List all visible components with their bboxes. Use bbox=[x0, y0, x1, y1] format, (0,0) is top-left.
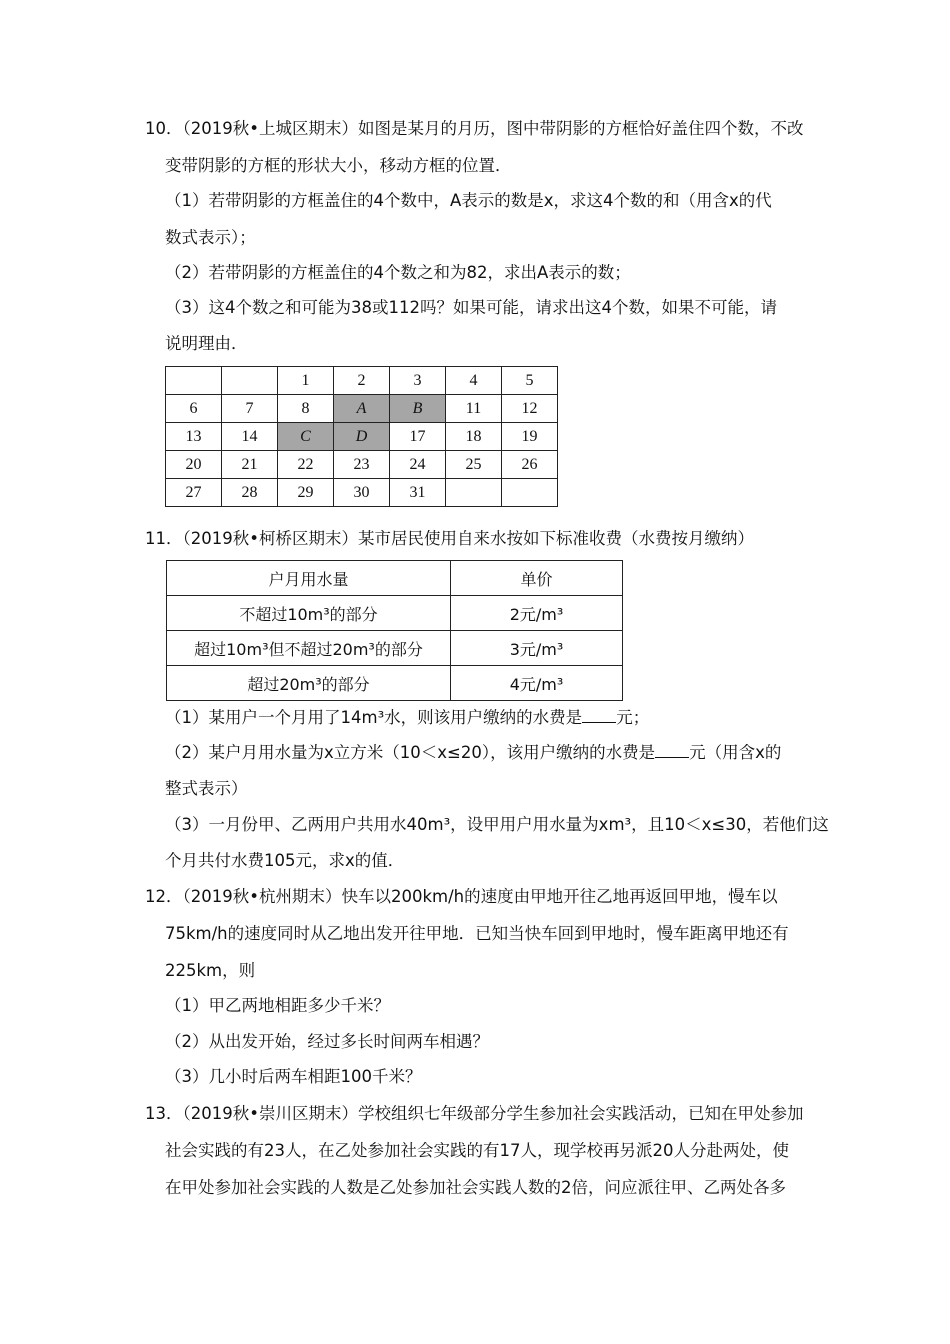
calendar-cell: 13 bbox=[166, 423, 222, 451]
q12-line-3: 225km，则 bbox=[165, 961, 256, 980]
water-table-cell: 2元/m³ bbox=[451, 596, 623, 631]
calendar-cell bbox=[166, 367, 222, 395]
calendar-cell bbox=[446, 479, 502, 507]
calendar-cell: 1 bbox=[278, 367, 334, 395]
q12-line-1: 12．（2019秋•杭州期末）快车以200km/h的速度由甲地开往乙地再返回甲地，慢车以 bbox=[145, 887, 778, 906]
calendar-cell-shaded-c: C bbox=[278, 423, 334, 451]
calendar-cell: 22 bbox=[278, 451, 334, 479]
q10-line-2: 变带阴影的方框的形状大小，移动方框的位置． bbox=[165, 156, 512, 175]
calendar-cell: 23 bbox=[334, 451, 390, 479]
calendar-cell: 28 bbox=[222, 479, 278, 507]
q12-line-2: 75km/h的速度同时从乙地出发开往甲地．已知当快车回到甲地时，慢车距离甲地还有 bbox=[165, 924, 789, 943]
q11-part-3: （3）一月份甲、乙两用户共用水40m³，设甲用户用水量为xm³，且10＜x≤30，若他们这 bbox=[165, 815, 829, 834]
water-table-cell: 超过10m³但不超过20m³的部分 bbox=[167, 631, 451, 666]
calendar-table bbox=[165, 366, 558, 507]
calendar-cell: 3 bbox=[390, 367, 446, 395]
q11-part-2 bbox=[165, 742, 781, 764]
calendar-cell: 31 bbox=[390, 479, 446, 507]
calendar-cell: 21 bbox=[222, 451, 278, 479]
calendar-cell-shaded-a: A bbox=[334, 395, 390, 423]
q11-part-1-text: （1）某用户一个月用了14m³水，则该用户缴纳的水费是 bbox=[165, 708, 583, 727]
q10-line-5: （2）若带阴影的方框盖住的4个数之和为82，求出A表示的数； bbox=[165, 263, 631, 282]
calendar-cell: 2 bbox=[334, 367, 390, 395]
calendar-cell: 25 bbox=[446, 451, 502, 479]
calendar-cell-shaded-b: B bbox=[390, 395, 446, 423]
q11-part-2-tail: 元（用含x的 bbox=[689, 743, 782, 762]
calendar-cell: 30 bbox=[334, 479, 390, 507]
water-price-table bbox=[166, 560, 623, 701]
calendar-cell: 20 bbox=[166, 451, 222, 479]
q13-line-3: 在甲处参加社会实践的人数是乙处参加社会实践人数的2倍，问应派往甲、乙两处各多 bbox=[165, 1178, 786, 1197]
calendar-cell: 26 bbox=[502, 451, 558, 479]
answer-blank bbox=[582, 708, 616, 723]
water-table-header-usage: 户月用水量 bbox=[167, 561, 451, 596]
q11-part-3-cont: 个月共付水费105元，求x的值． bbox=[165, 851, 405, 870]
water-table-header-price: 单价 bbox=[451, 561, 623, 596]
q12-line-4: （1）甲乙两地相距多少千米？ bbox=[165, 996, 390, 1015]
q12-line-5: （2）从出发开始，经过多长时间两车相遇？ bbox=[165, 1032, 489, 1051]
calendar-cell: 12 bbox=[502, 395, 558, 423]
q12-line-6: （3）几小时后两车相距100千米？ bbox=[165, 1067, 422, 1086]
q11-part-1-tail: 元； bbox=[616, 708, 650, 727]
calendar-cell: 29 bbox=[278, 479, 334, 507]
calendar-cell: 27 bbox=[166, 479, 222, 507]
answer-blank bbox=[655, 743, 689, 758]
calendar-cell: 4 bbox=[446, 367, 502, 395]
q10-line-3: （1）若带阴影的方框盖住的4个数中，A表示的数是x，求这4个数的和（用含x的代 bbox=[165, 191, 772, 210]
calendar-cell: 5 bbox=[502, 367, 558, 395]
calendar-cell: 24 bbox=[390, 451, 446, 479]
water-table-cell: 4元/m³ bbox=[451, 666, 623, 701]
calendar-cell: 7 bbox=[222, 395, 278, 423]
q11-part-1 bbox=[165, 707, 649, 729]
calendar-cell: 6 bbox=[166, 395, 222, 423]
q10-line-1: 10．（2019秋•上城区期末）如图是某月的月历，图中带阴影的方框恰好盖住四个数，不改 bbox=[145, 119, 804, 138]
calendar-cell: 17 bbox=[390, 423, 446, 451]
water-table-cell: 不超过10m³的部分 bbox=[167, 596, 451, 631]
q10-line-6: （3）这4个数之和可能为38或112吗？如果可能，请求出这4个数，如果不可能，请 bbox=[165, 298, 777, 317]
calendar-cell-shaded-d: D bbox=[334, 423, 390, 451]
q11-part-2-cont: 整式表示） bbox=[165, 779, 248, 798]
q13-line-2: 社会实践的有23人，在乙处参加社会实践的有17人，现学校再另派20人分赴两处，使 bbox=[165, 1141, 789, 1160]
calendar-cell: 11 bbox=[446, 395, 502, 423]
calendar-cell: 19 bbox=[502, 423, 558, 451]
calendar-cell bbox=[222, 367, 278, 395]
water-table-cell: 3元/m³ bbox=[451, 631, 623, 666]
q11-part-2-text: （2）某户月用水量为x立方米（10＜x≤20），该用户缴纳的水费是 bbox=[165, 743, 656, 762]
calendar-cell bbox=[502, 479, 558, 507]
water-table-cell: 超过20m³的部分 bbox=[167, 666, 451, 701]
calendar-cell: 18 bbox=[446, 423, 502, 451]
q13-line-1: 13．（2019秋•崇川区期末）学校组织七年级部分学生参加社会实践活动，已知在甲处参加 bbox=[145, 1104, 804, 1123]
calendar-cell: 8 bbox=[278, 395, 334, 423]
q11-intro: 11．（2019秋•柯桥区期末）某市居民使用自来水按如下标准收费（水费按月缴纳） bbox=[145, 529, 754, 548]
calendar-cell: 14 bbox=[222, 423, 278, 451]
q10-line-7: 说明理由． bbox=[165, 334, 248, 353]
q10-line-4: 数式表示）； bbox=[165, 228, 256, 247]
